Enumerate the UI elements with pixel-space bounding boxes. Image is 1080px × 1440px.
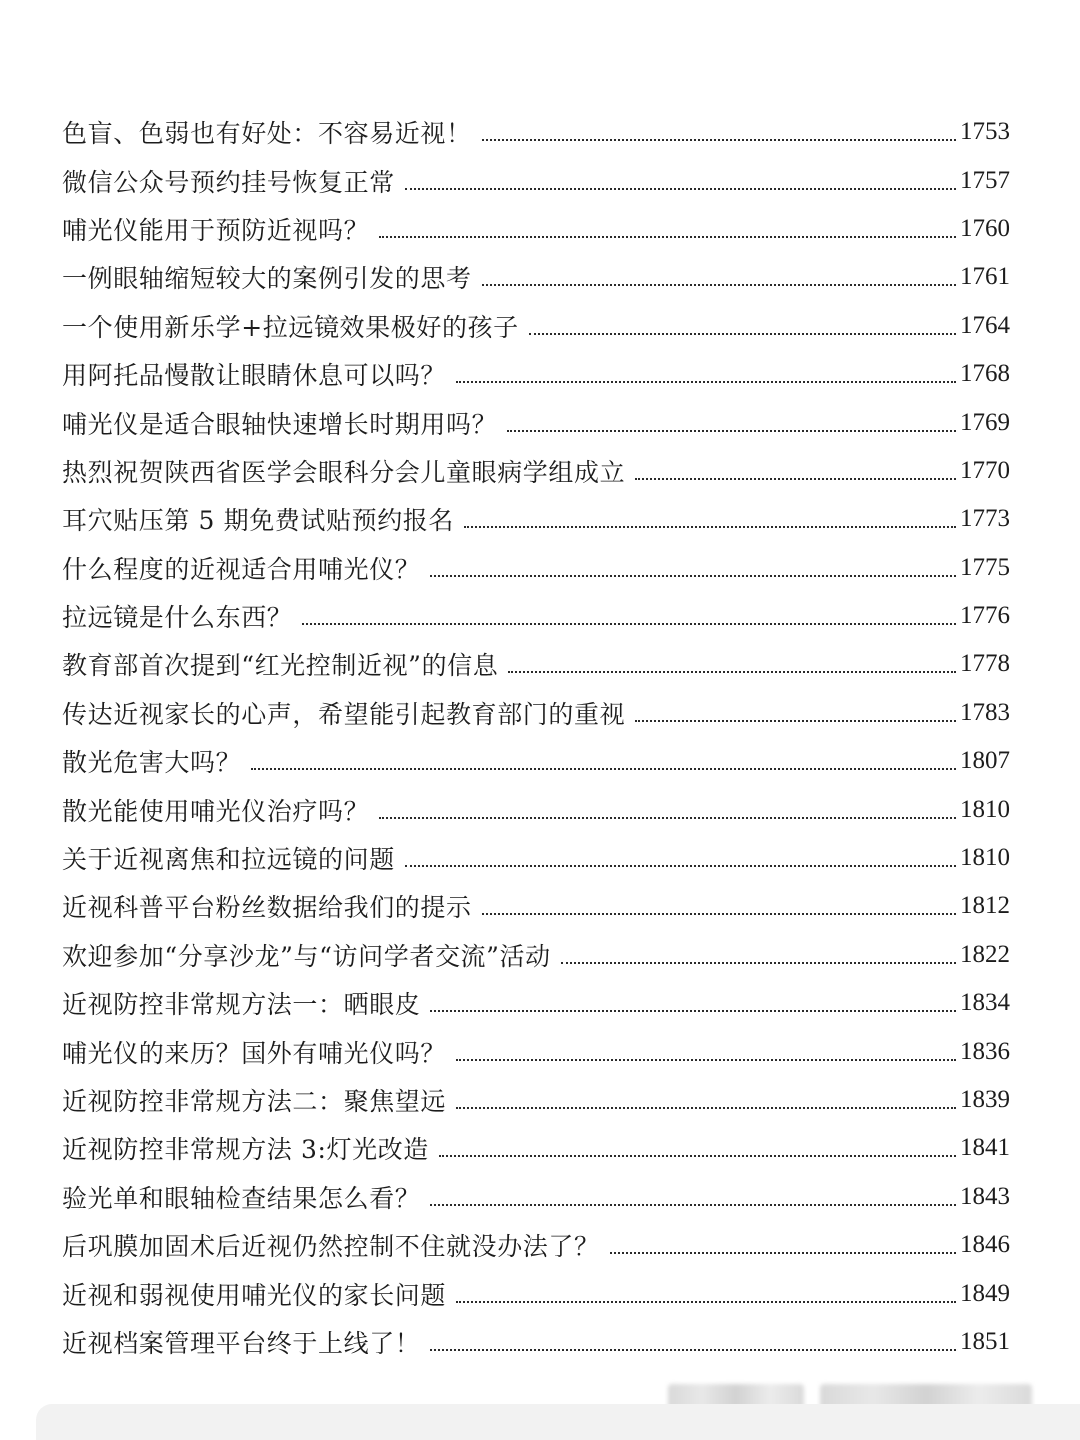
toc-entry-title: 近视防控非常规方法二：聚焦望远 <box>62 1087 447 1116</box>
toc-entry-page: 1778 <box>960 650 1010 678</box>
toc-entry-page: 1807 <box>960 747 1010 775</box>
toc-entry <box>62 447 1010 495</box>
toc-entry-title: 色盲、色弱也有好处：不容易近视！ <box>62 119 472 149</box>
toc-entry-page: 1846 <box>960 1231 1010 1259</box>
toc-entry-page: 1783 <box>960 698 1010 726</box>
toc-entry-title: 拉远镜是什么东西？ <box>62 603 293 633</box>
toc-entry <box>62 1124 1010 1172</box>
toc-entry-page: 1770 <box>960 456 1010 484</box>
toc-entry-page: 1834 <box>960 989 1010 1017</box>
toc-entry <box>62 1269 1010 1317</box>
dot-leader <box>464 526 956 528</box>
toc-entry <box>62 834 1010 882</box>
toc-entry-title: 教育部首次提到“红光控制近视”的信息 <box>62 651 499 681</box>
toc-entry-page: 1773 <box>960 505 1010 533</box>
toc-entry-page: 1849 <box>960 1279 1010 1307</box>
toc-entry-title: 近视防控非常规方法一：晒眼皮 <box>62 990 421 1020</box>
dot-leader <box>635 720 956 722</box>
toc-entry <box>62 785 1010 833</box>
toc-entry-page: 1760 <box>960 214 1010 242</box>
toc-entry-page: 1810 <box>960 795 1010 823</box>
dot-leader <box>302 623 956 625</box>
dot-leader <box>456 1107 956 1109</box>
dot-leader <box>456 1059 956 1061</box>
toc-entry <box>62 205 1010 253</box>
toc-entry <box>62 1173 1010 1221</box>
toc-entry <box>62 1027 1010 1075</box>
toc-entry-title: 近视档案管理平台终于上线了！ <box>62 1328 421 1358</box>
toc-entry-page: 1757 <box>960 166 1010 194</box>
toc-entry-page: 1836 <box>960 1037 1010 1065</box>
toc-entry <box>62 931 1010 979</box>
toc-entry-title: 用阿托品慢散让眼睛休息可以吗？ <box>62 361 447 391</box>
toc-entry-title: 什么程度的近视适合用哺光仪？ <box>62 554 421 584</box>
toc-entry-page: 1775 <box>960 553 1010 581</box>
dot-leader <box>610 1252 956 1254</box>
toc-entry-page: 1822 <box>960 940 1010 968</box>
toc-entry-title: 传达近视家长的心声，希望能引起教育部门的重视 <box>62 699 626 729</box>
toc-entry-page: 1769 <box>960 408 1010 436</box>
bottom-panel <box>36 1404 1080 1440</box>
dot-leader <box>529 333 956 335</box>
toc-entry <box>62 544 1010 592</box>
toc-entry-title: 关于近视离焦和拉远镜的问题 <box>62 845 395 875</box>
dot-leader <box>251 768 956 770</box>
toc-entry-title: 近视和弱视使用哺光仪的家长问题 <box>62 1280 447 1310</box>
toc-entry-title: 耳穴贴压第 5 期免费试贴预约报名 <box>62 506 455 536</box>
toc-entry-page: 1764 <box>960 311 1010 339</box>
toc-entry-title: 散光能使用哺光仪治疗吗？ <box>62 796 370 826</box>
toc-entry <box>62 689 1010 737</box>
toc-entry-title: 欢迎参加“分享沙龙”与“访问学者交流”活动 <box>62 941 551 971</box>
toc-entry <box>62 1221 1010 1269</box>
dot-leader <box>456 381 956 383</box>
dot-leader <box>379 236 956 238</box>
toc-entry <box>62 253 1010 301</box>
toc-entry-page: 1843 <box>960 1182 1010 1210</box>
dot-leader <box>430 1010 956 1012</box>
dot-leader <box>405 865 956 867</box>
dot-leader <box>507 430 956 432</box>
toc-entry-page: 1761 <box>960 263 1010 291</box>
toc-entry <box>62 592 1010 640</box>
toc-entry-title: 验光单和眼轴检查结果怎么看？ <box>62 1183 421 1213</box>
dot-leader <box>439 1155 956 1157</box>
toc-entry-page: 1810 <box>960 844 1010 872</box>
dot-leader <box>405 188 956 190</box>
toc-entry-title: 后巩膜加固术后近视仍然控制不住就没办法了？ <box>62 1232 600 1262</box>
toc-entry-page: 1841 <box>960 1134 1010 1162</box>
toc-entry-page: 1768 <box>960 360 1010 388</box>
toc-entry-title: 散光危害大吗？ <box>62 748 242 778</box>
dot-leader <box>430 1204 956 1206</box>
toc-entry-title: 哺光仪是适合眼轴快速增长时期用吗？ <box>62 409 498 439</box>
dot-leader <box>635 478 956 480</box>
dot-leader <box>430 575 956 577</box>
toc-entry-title: 一例眼轴缩短较大的案例引发的思考 <box>62 264 472 294</box>
dot-leader <box>379 817 956 819</box>
dot-leader <box>482 284 956 286</box>
toc-entry <box>62 108 1010 156</box>
toc-entry-page: 1839 <box>960 1086 1010 1113</box>
toc-entry-title: 近视防控非常规方法 3:灯光改造 <box>62 1135 429 1165</box>
toc-entry-page: 1776 <box>960 602 1010 630</box>
toc-entry-title: 哺光仪的来历？国外有哺光仪吗？ <box>62 1038 447 1068</box>
toc-entry <box>62 979 1010 1027</box>
dot-leader <box>561 962 956 964</box>
toc-entry-page: 1753 <box>960 118 1010 146</box>
dot-leader <box>430 1349 956 1351</box>
toc-entry <box>62 640 1010 688</box>
toc-entry <box>62 495 1010 543</box>
toc-entry <box>62 882 1010 930</box>
toc-entry <box>62 1076 1010 1124</box>
toc-entry <box>62 398 1010 446</box>
toc-entry-title: 一个使用新乐学+拉远镜效果极好的孩子 <box>62 312 519 342</box>
toc-entry-title: 微信公众号预约挂号恢复正常 <box>62 167 395 197</box>
toc-entry-title: 近视科普平台粉丝数据给我们的提示 <box>62 893 472 923</box>
table-of-contents <box>62 108 1010 1366</box>
toc-entry <box>62 302 1010 350</box>
toc-entry-page: 1851 <box>960 1327 1010 1355</box>
toc-entry <box>62 156 1010 204</box>
dot-leader <box>482 913 956 915</box>
dot-leader <box>482 139 956 141</box>
dot-leader <box>456 1301 956 1303</box>
toc-entry-page: 1812 <box>960 892 1010 920</box>
toc-entry <box>62 350 1010 398</box>
toc-entry <box>62 1318 1010 1366</box>
toc-entry <box>62 737 1010 785</box>
toc-entry-title: 热烈祝贺陕西省医学会眼科分会儿童眼病学组成立 <box>62 457 626 487</box>
toc-entry-title: 哺光仪能用于预防近视吗？ <box>62 215 370 245</box>
dot-leader <box>508 671 956 673</box>
